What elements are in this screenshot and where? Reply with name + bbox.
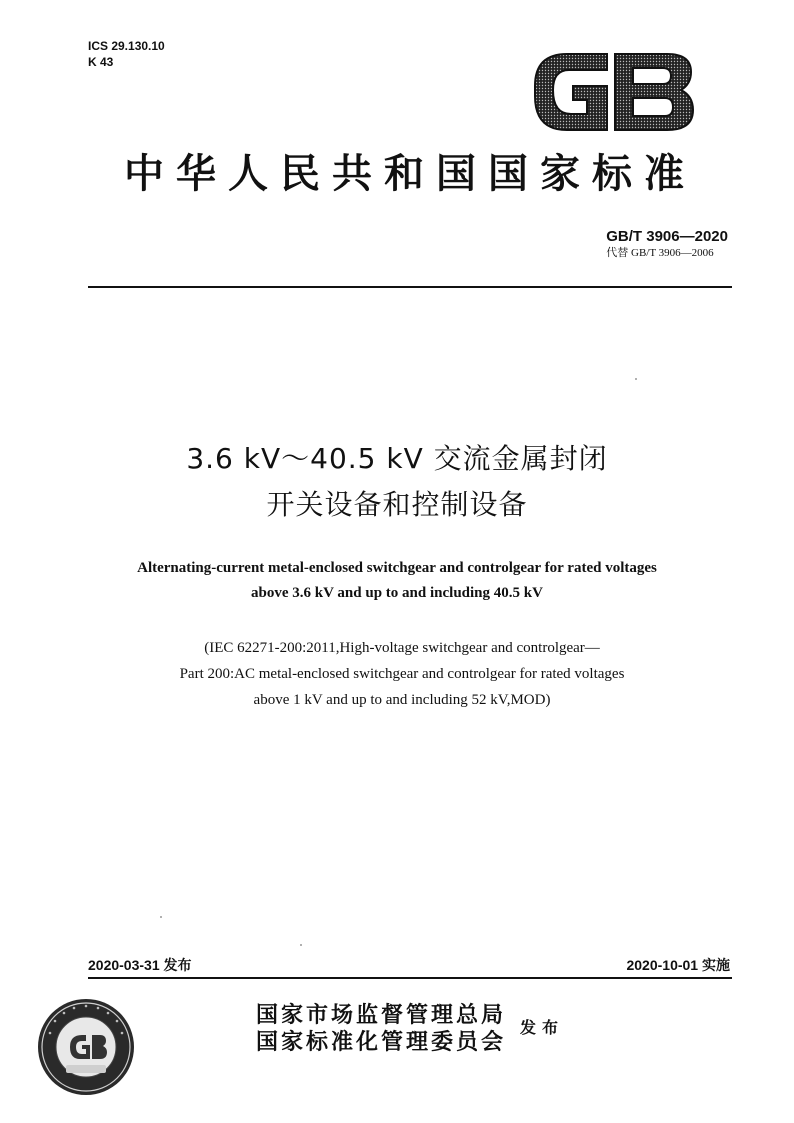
- issuer-sac: 国家标准化管理委员会: [256, 1029, 507, 1055]
- replaced-standard: 代替 GB/T 3906—2006: [606, 247, 714, 259]
- english-title: [60, 556, 734, 606]
- classification-codes: [88, 38, 165, 70]
- standard-number: GB/T 3906—2020: [606, 228, 728, 245]
- official-seal-icon: [36, 997, 136, 1097]
- chinese-title-line-2: 开关设备和控制设备: [266, 488, 528, 521]
- header-divider: [88, 286, 732, 288]
- iec-reference-line-2: Part 200:AC metal-enclosed switchgear and controlgear for rated voltages: [179, 666, 625, 682]
- footer-divider: [88, 977, 732, 979]
- standard-number-block: [606, 228, 728, 260]
- iec-reference: [70, 635, 734, 713]
- scan-speck: [300, 944, 302, 946]
- english-title-line-2: above 3.6 kV and up to and including 40.5 kV: [251, 585, 543, 601]
- issue-label: 发布: [520, 1018, 565, 1037]
- chinese-title: [60, 436, 734, 528]
- issuer-samr: 国家市场监督管理总局: [256, 1002, 507, 1028]
- english-title-line-1: Alternating-current metal-enclosed switchgear and controlgear for rated voltages: [137, 560, 657, 576]
- ics-code: ICS 29.130.10: [88, 39, 165, 53]
- issuing-authorities: [256, 1002, 506, 1056]
- ccs-code: K 43: [88, 55, 114, 69]
- scan-speck: [160, 916, 162, 918]
- iec-reference-line-3: above 1 kV and up to and including 52 kV,MOD): [253, 692, 551, 708]
- publish-date: 2020-03-31 发布: [88, 957, 192, 973]
- gb-logo: [529, 48, 699, 136]
- implementation-date: 2020-10-01 实施: [626, 957, 730, 973]
- scan-speck: [635, 378, 637, 380]
- chinese-title-line-1: 3.6 kV～40.5 kV 交流金属封闭: [186, 442, 608, 475]
- iec-reference-line-1: (IEC 62271-200:2011,High-voltage switchgear and controlgear—: [204, 640, 600, 656]
- national-standard-title: 中华人民共和国国家标准: [124, 151, 696, 197]
